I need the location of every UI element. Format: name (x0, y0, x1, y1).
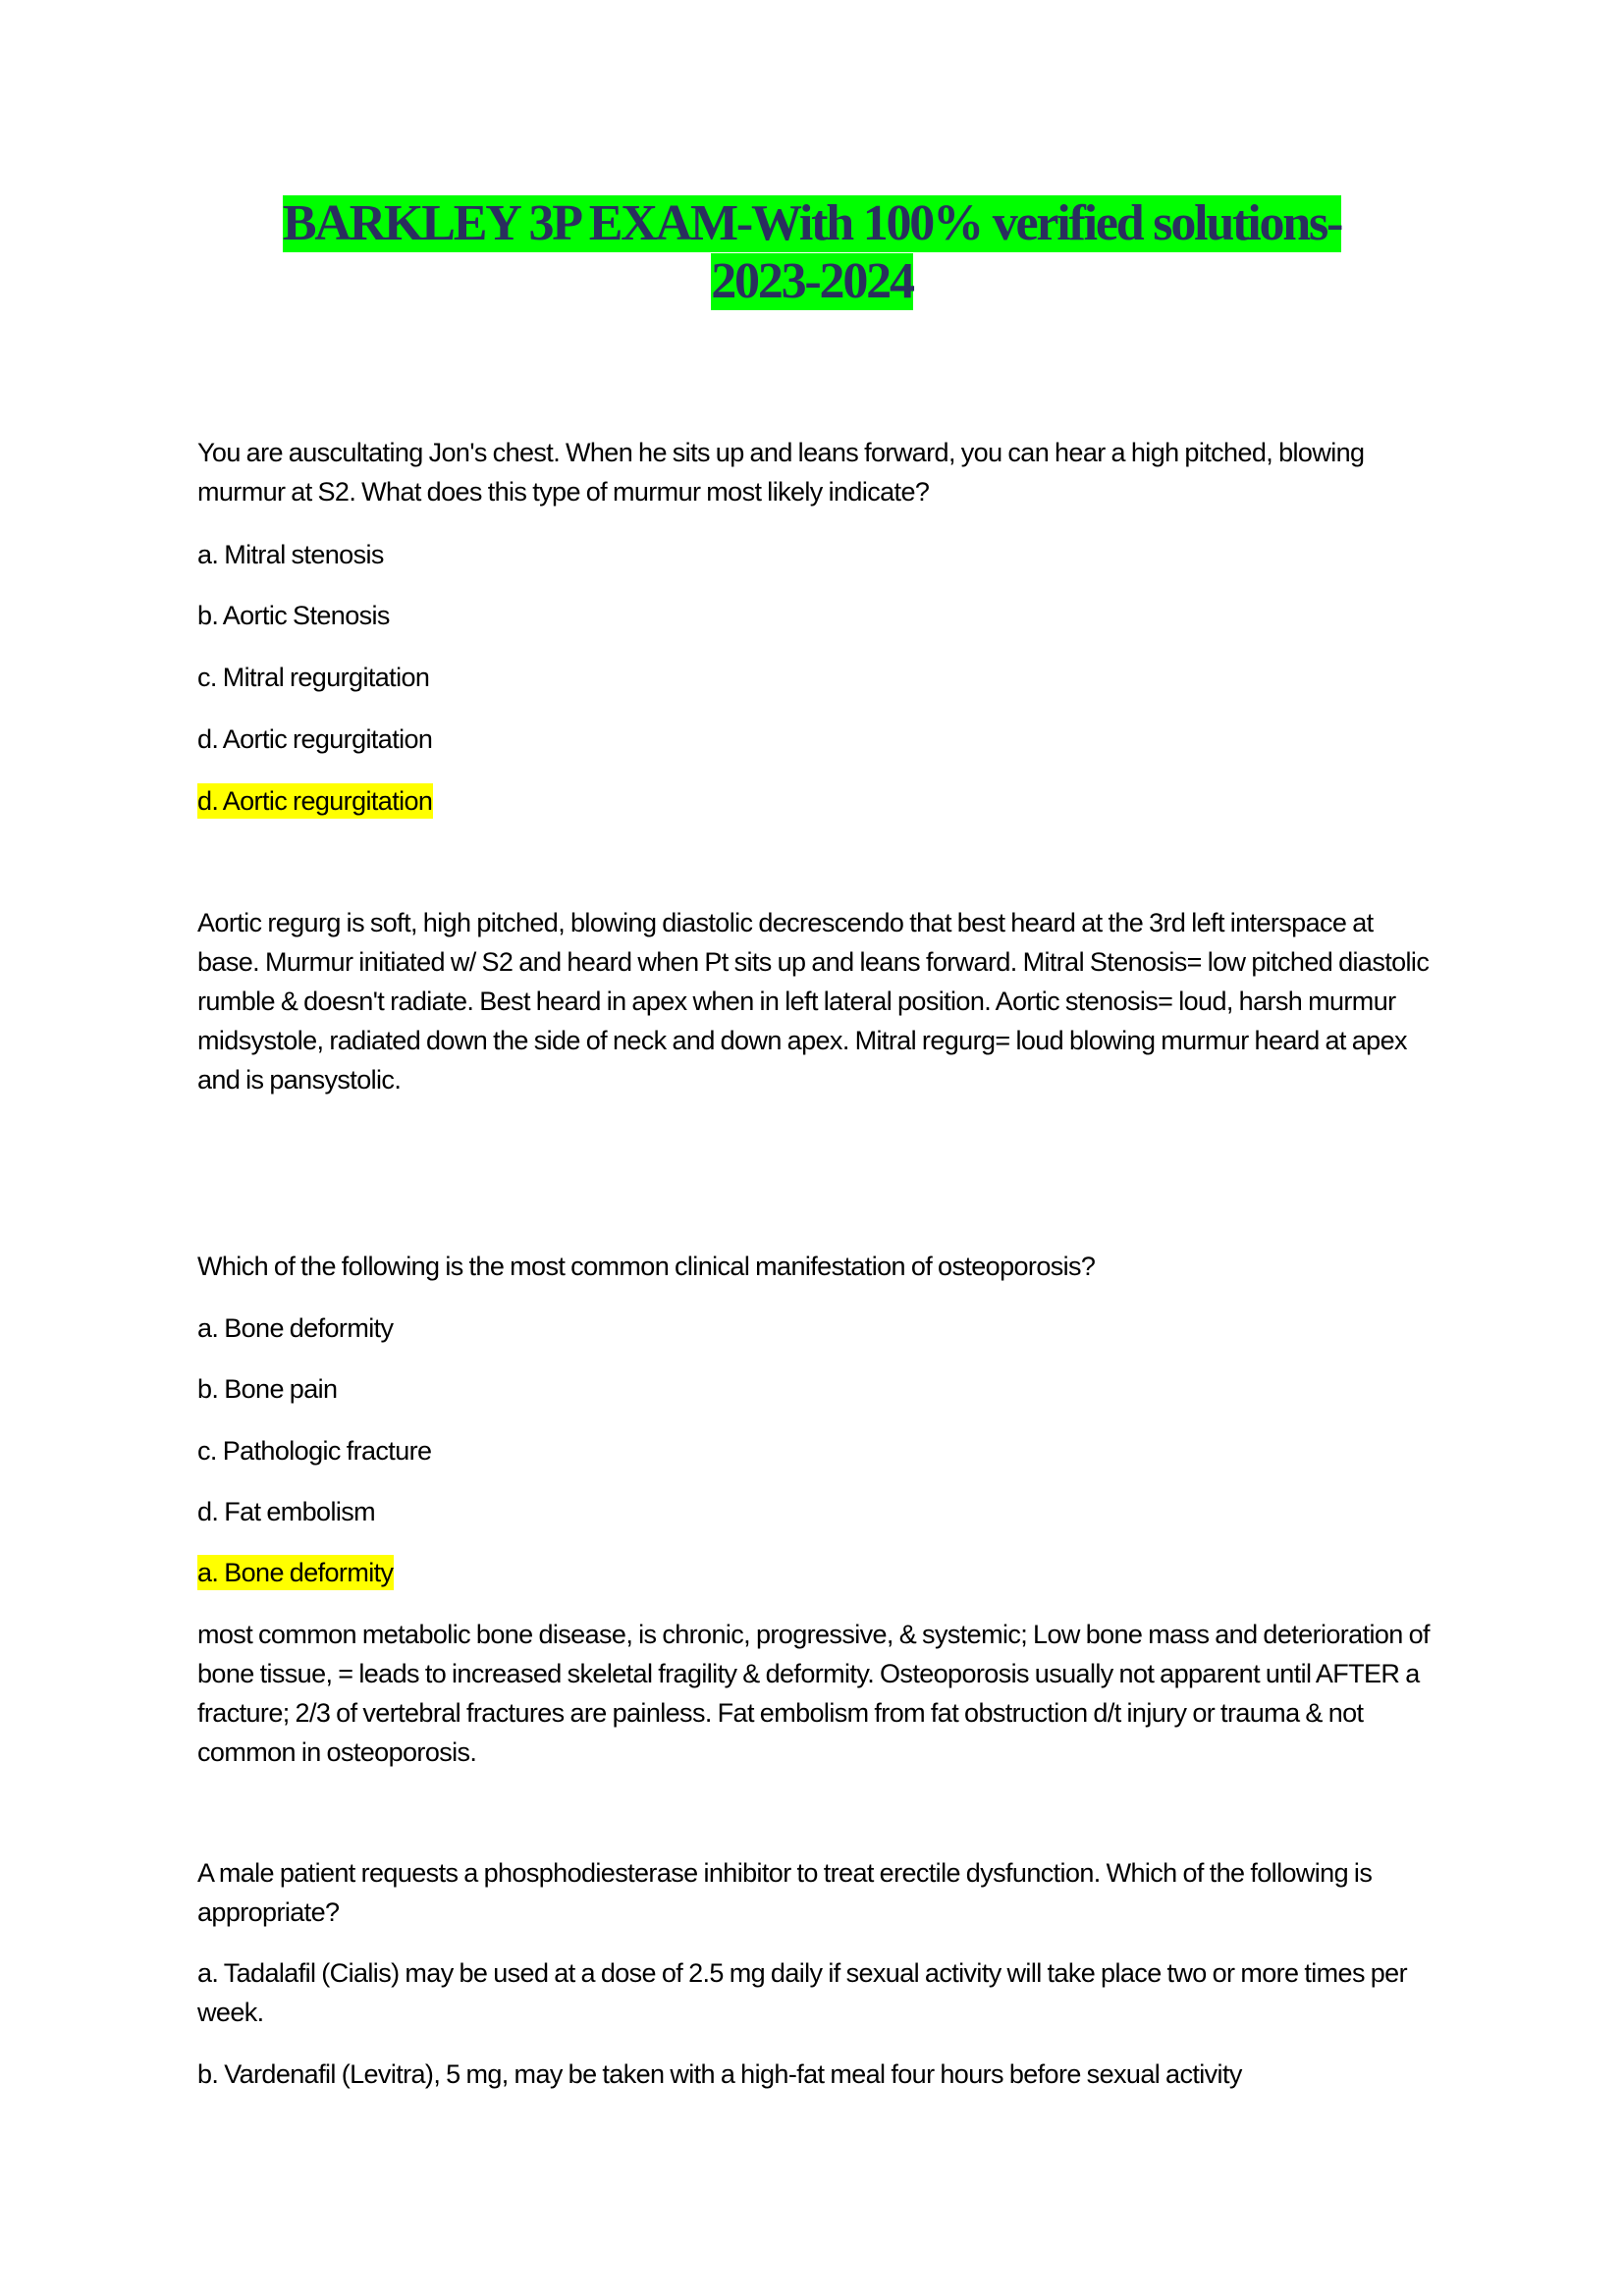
title-line-1-text: BARKLEY 3P EXAM-With 100% verified solutions- (282, 195, 1342, 251)
question-2-explanation: most common metabolic bone disease, is chronic, progressive, & systemic; Low bone mass and deterioration of bone tissue, = leads to increased skeletal fragility & deformity. Osteoporosis usually not apparent until AFTER a fracture; 2/3 of vertebral fractures are painless. Fat embolism from fat obstruction d/t injury or trauma & not common in osteoporosis. (197, 1620, 1430, 1767)
question-1-option-b: b. Aortic Stenosis (197, 601, 390, 630)
question-1-option-d: d. Aortic regurgitation (197, 724, 433, 754)
question-2-text: Which of the following is the most common clinical manifestation of osteoporosis? (197, 1252, 1096, 1281)
question-3-option-a: a. Tadalafil (Cialis) may be used at a dose of 2.5 mg daily if sexual activity will take place two or more times per week. (197, 1958, 1407, 2027)
question-1-option-a: a. Mitral stenosis (197, 540, 384, 569)
question-3-option-b: b. Vardenafil (Levitra), 5 mg, may be taken with a high-fat meal four hours before sexual activity (197, 2059, 1242, 2089)
title-line-2 (0, 252, 1624, 310)
question-2-answer-highlight: a. Bone deformity (197, 1555, 394, 1590)
question-2-option-d: d. Fat embolism (197, 1497, 376, 1526)
question-1-answer-highlight: d. Aortic regurgitation (197, 783, 433, 819)
question-1-explanation: Aortic regurg is soft, high pitched, blowing diastolic decrescendo that best heard at the 3rd left interspace at base. Murmur initiated w/ S2 and heard when Pt sits up and leans forward. Mitral Stenosis= low pitched diastolic rumble & doesn't radiate. Best heard in apex when in left lateral position. Aortic stenosis= loud, harsh murmur midsystole, radiated down the side of neck and down apex. Mitral regurg= loud blowing murmur heard at apex and is pansystolic. (197, 908, 1430, 1095)
document-title (0, 194, 1624, 310)
question-2-option-a: a. Bone deformity (197, 1313, 394, 1343)
question-1-option-c: c. Mitral regurgitation (197, 663, 430, 692)
title-line-2-text: 2023-2024 (711, 253, 913, 309)
title-line-1 (0, 194, 1624, 252)
question-2-option-c: c. Pathologic fracture (197, 1436, 432, 1466)
question-2-answer (197, 1553, 394, 1592)
question-3-text: A male patient requests a phosphodiesterase inhibitor to treat erectile dysfunction. Which of the following is appropriate? (197, 1858, 1373, 1927)
question-1-text: You are auscultating Jon's chest. When he sits up and leans forward, you can hear a high pitched, blowing murmur at S2. What does this type of murmur most likely indicate? (197, 438, 1365, 507)
question-1-answer (197, 781, 433, 821)
question-2-option-b: b. Bone pain (197, 1374, 338, 1404)
